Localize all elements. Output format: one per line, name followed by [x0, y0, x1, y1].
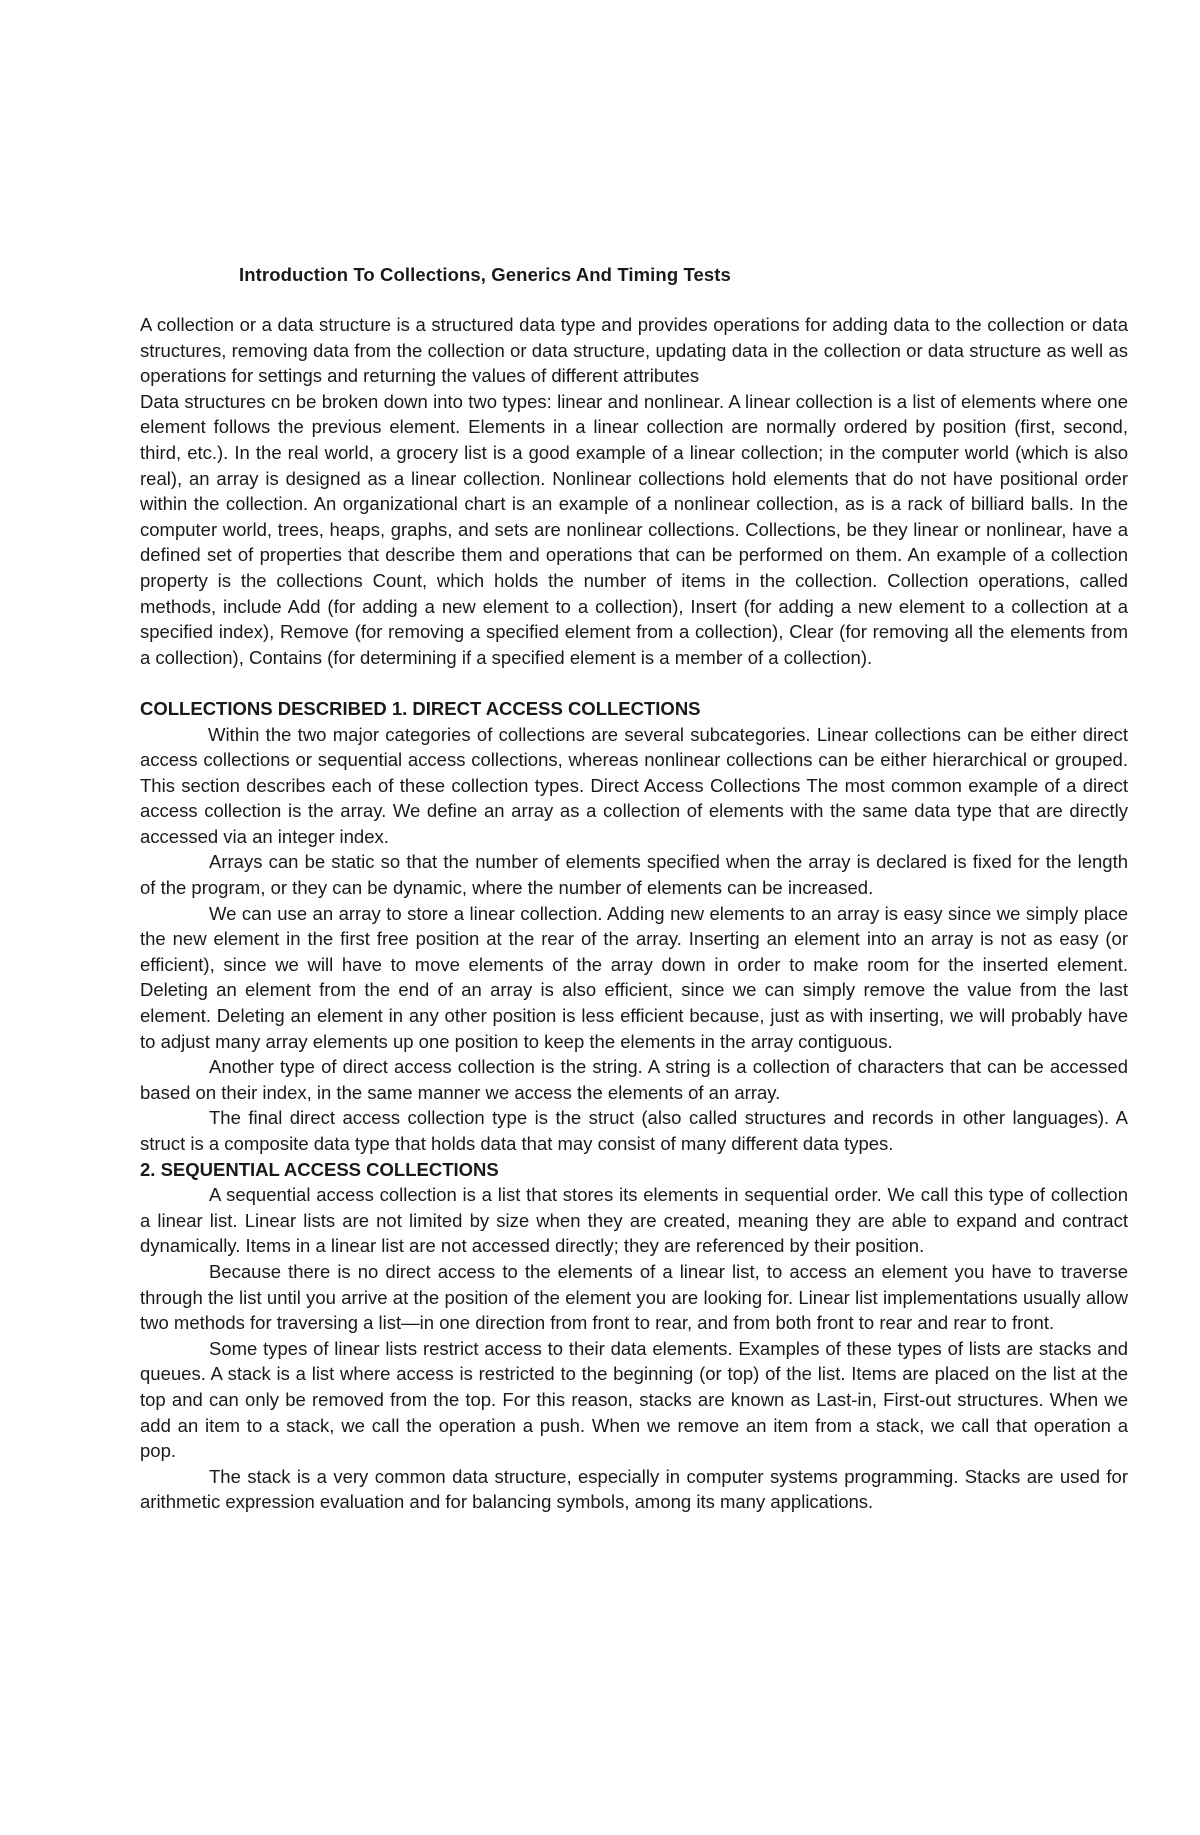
section-1-paragraph-5: The final direct access collection type is the struct (also called structures and records in other languages). A struct is a composite data type that holds data that may consist of many different data types.	[140, 1107, 1128, 1154]
document-body	[140, 262, 1128, 1515]
section-2-paragraph-3: Some types of linear lists restrict access to their data elements. Examples of these types of lists are stacks and queues. A stack is a list where access is restricted to the beginning (or top) of the list. Items are placed on the list at the top and can only be removed from the top. For this reason, stacks are known as Last-in, First-out structures. When we add an item to a stack, we call the operation a push. When we remove an item from a stack, we call that operation a pop.	[140, 1337, 1128, 1462]
section-2-paragraph-2: Because there is no direct access to the elements of a linear list, to access an element you have to traverse through the list until you arrive at the position of the element you are looking for. Linear list implementations usually allow two methods for traversing a list—in one direction from front to rear, and from both front to rear and rear to front.	[140, 1260, 1128, 1334]
intro-paragraph-1: A collection or a data structure is a structured data type and provides operations for adding data to the collection or data structures, removing data from the collection or data structure, updating data in the collection or data structure as well as operations for settings and returning the values of different attributes	[140, 314, 1128, 387]
section-1-paragraph-4: Another type of direct access collection is the string. A string is a collection of characters that can be accessed based on their index, in the same manner we access the elements of an array.	[140, 1056, 1128, 1103]
intro-paragraph-2: Data structures cn be broken down into two types: linear and nonlinear. A linear collection is a list of elements where one element follows the previous element. Elements in a linear collection are normally ordered by position (first, second, third, etc.). In the real world, a grocery list is a good example of a linear collection; in the computer world (which is also real), an array is designed as a linear collection. Nonlinear collections hold elements that do not have positional order within the collection. An organizational chart is an example of a nonlinear collection, as is a rack of billiard balls. In the computer world, trees, heaps, graphs, and sets are nonlinear collections. Collections, be they linear or nonlinear, have a defined set of properties that describe them and operations that can be performed on them. An example of a collection property is the collections Count, which holds the number of items in the collection. Collection operations, called methods, include Add (for adding a new element to a collection), Insert (for adding a new element to a collection at a specified index), Remove (for removing a specified element from a collection), Clear (for removing all the elements from a collection), Contains (for determining if a specified element is a member of a collection).	[140, 390, 1128, 668]
section-1-paragraph-3: We can use an array to store a linear collection. Adding new elements to an array is easy since we simply place the new element in the first free position at the rear of the array. Inserting an element into an array is not as easy (or efficient), since we will have to move elements of the array down in order to make room for the inserted element. Deleting an element from the end of an array is also efficient, since we can simply remove the value from the last element. Deleting an element in any other position is less efficient because, just as with inserting, we will probably have to adjust many array elements up one position to keep the elements in the array contiguous.	[140, 902, 1128, 1052]
section-2-paragraph-4: The stack is a very common data structure, especially in computer systems programming. Stacks are used for arithmetic expression evaluation and for balancing symbols, among its many applications.	[140, 1465, 1128, 1513]
section-2-heading: 2. SEQUENTIAL ACCESS COLLECTIONS	[140, 1158, 499, 1180]
section-1-heading: COLLECTIONS DESCRIBED 1. DIRECT ACCESS COLLECTIONS	[140, 697, 701, 719]
section-2-paragraph-1: A sequential access collection is a list that stores its elements in sequential order. We call this type of collection a linear list. Linear lists are not limited by size when they are created, meaning they are able to expand and contract dynamically. Items in a linear list are not accessed directly; they are referenced by their position.	[140, 1184, 1128, 1257]
document-title: Introduction To Collections, Generics And Timing Tests	[239, 264, 731, 285]
section-1-paragraph-2: Arrays can be static so that the number of elements specified when the array is declared is fixed for the length of the program, or they can be dynamic, where the number of elements can be increased.	[140, 851, 1128, 899]
section-1-paragraph-1: Within the two major categories of collections are several subcategories. Linear collections can be either direct access collections or sequential access collections, whereas nonlinear collections can be either hierarchical or grouped. This section describes each of these collection types. Direct Access Collections The most common example of a direct access collection is the array. We define an array as a collection of elements with the same data type that are directly accessed via an integer index.	[140, 723, 1128, 847]
section-spacer	[140, 670, 1128, 696]
